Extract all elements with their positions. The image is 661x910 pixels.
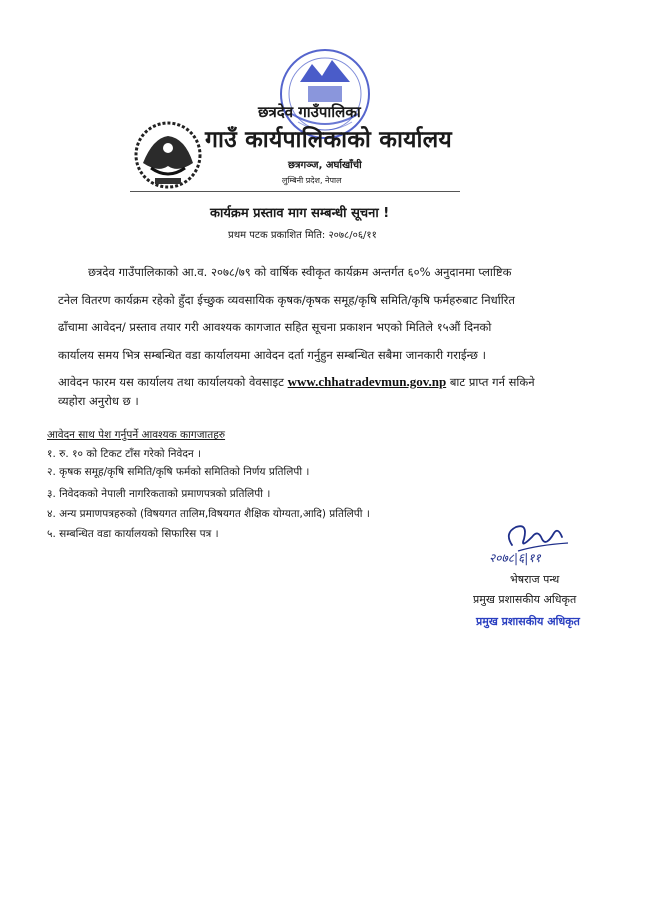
notice-body-line: व्यहोरा अनुरोध छ । <box>58 394 139 408</box>
notice-body-line: टनेल वितरण कार्यक्रम रहेको हुँदा ईच्छुक व्यवसायिक कृषक/कृषक समूह/कृषि समिति/कृषि फर्महरुबाट निर्धारित <box>58 293 515 307</box>
notice-body-line-website <box>58 374 535 390</box>
requirements-heading: आवेदन साथ पेश गर्नुपर्ने आवश्यक कागजातहरु <box>47 429 226 441</box>
requirement-item: १. रु. १० को टिकट टाँस गरेको निवेदन । <box>47 448 202 460</box>
notice-title: कार्यक्रम प्रस्ताव माग सम्बन्धी सूचना ! <box>210 206 390 221</box>
signer-name: भेषराज पन्थ <box>510 573 560 586</box>
published-date: प्रथम पटक प्रकाशित मिति: २०७८/०६/११ <box>228 230 377 241</box>
website-link[interactable]: www.chhatradevmun.gov.np <box>287 374 447 389</box>
office-title: गाउँ कार्यपालिकाको कार्यालय <box>205 127 452 153</box>
official-stamp-title: प्रमुख प्रशासकीय अधिकृत <box>476 615 580 628</box>
province-line: लुम्बिनी प्रदेश, नेपाल <box>282 176 342 185</box>
requirement-item: २. कृषक समूह/कृषि समिति/कृषि फर्मको समितिको निर्णय प्रतिलिपी । <box>47 466 310 478</box>
requirement-item: ३. निवेदकको नेपाली नागरिकताको प्रमाणपत्रको प्रतिलिपी । <box>47 488 271 500</box>
notice-body-line: ढाँचामा आवेदन/ प्रस्ताव तयार गरी आवश्यक कागजात सहित सूचना प्रकाशन भएको मितिले १५औं दिनको <box>58 320 492 334</box>
website-prefix-text: आवेदन फारम यस कार्यालय तथा कार्यालयको वेवसाइट <box>58 375 284 389</box>
municipality-name: छत्रदेव गाउँपालिका <box>258 103 361 121</box>
notice-body-line: छत्रदेव गाउँपालिकाको आ.व. २०७८/७९ को वार्षिक स्वीकृत कार्यक्रम अन्तर्गत ६०% अनुदानमा प्लाष्टिक <box>88 265 512 279</box>
requirement-item: ५. सम्बन्धित वडा कार्यालयको सिफारिस पत्र । <box>47 528 219 540</box>
website-suffix-text: बाट प्राप्त गर्न सकिने <box>449 375 535 389</box>
notice-body-line: कार्यालय समय भित्र सम्बन्धित वडा कार्यालयमा आवेदन दर्ता गर्नुहुन सम्बन्धित सबैमा जानकारी गराईन्छ । <box>58 348 486 362</box>
signature-date: २०७८|६|११ <box>489 551 541 565</box>
office-address: छत्रगञ्ज, अर्घाखाँची <box>288 160 362 171</box>
signer-title: प्रमुख प्रशासकीय अधिकृत <box>473 593 577 606</box>
header-divider <box>130 191 460 192</box>
nepal-emblem-icon <box>133 118 203 192</box>
requirement-item: ४. अन्य प्रमाणपत्रहरुको (विषयगत तालिम,विषयगत शैक्षिक योग्यता,आदि) प्रतिलिपी । <box>47 508 370 520</box>
